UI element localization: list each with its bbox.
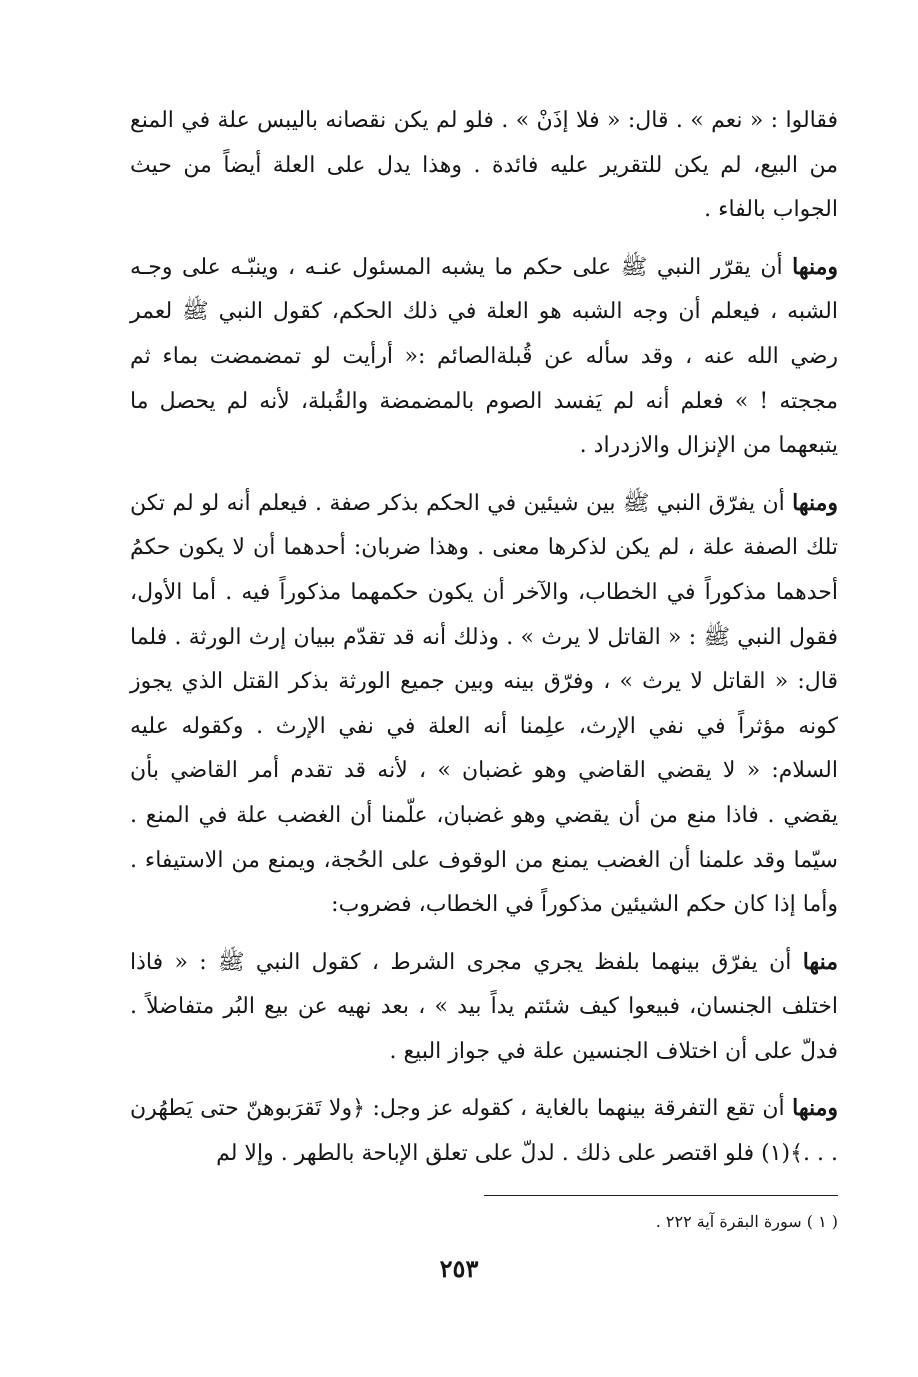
paragraph-4 bbox=[130, 940, 838, 1075]
footnote-divider bbox=[484, 1195, 838, 1196]
paragraph-lead-word: ومنها bbox=[792, 489, 838, 516]
paragraph-text: أن يفرّق النبي ﷺ بين شيئين في الحكم بذكر صفة . فيعلم أنه لو لم تكن تلك الصفة علة ، لم يكن لذكرها معنى . وهذا ضربان: أحدهما أن لا يكون حكمُ أحدهما مذكوراً في الخطاب، والآخر أن يكون حكمهما مذكوراً فيه . أما الأول، فقول النبي ﷺ : « القاتل لا يرث » . وذلك أنه قد تقدّم ببيان إرث الورثة . فلما قال: « القاتل لا يرث » ، وفرّق بينه وبين جميع الورثة بذكر القتل الذي يجوز كونه مؤثراً في نفي الإرث، علِمنا أنه العلة في نفي الإرث . وكقوله عليه السلام: « لا يقضي القاضي وهو غضبان » ، لأنه قد تقدم أمر القاضي بأن يقضي . فاذا منع من أن يقضي وهو غضبان، علّمنا أن الغضب علة في المنع . سيّما وقد علمنا أن الغضب يمنع من الوقوف على الحُجة، ويمنع من الاستيفاء . وأما إذا كان حكم الشيئين مذكوراً في الخطاب، فضروب: bbox=[130, 490, 838, 918]
paragraph-text: أن يقرّر النبي ﷺ على حكم ما يشبه المسئول عنـه ، وينبّـه على وجـه الشبه ، فيعلم أن وجه الشبه هو العلة في ذلك الحكم، كقول النبي ﷺ لعمر رضي الله عنه ، وقد سأله عن قُبلةالصائم :« أرأيت لو تمضمضت بماء ثم مججته ! » فعلم أنه لم يَفسد الصوم بالمضمضة والقُبلة، لأنه لم يحصل ما يتبعهما من الإنزال والازدراد . bbox=[130, 254, 838, 459]
paragraph-2 bbox=[130, 245, 838, 469]
page-number: ٢٥٣ bbox=[439, 1254, 479, 1283]
paragraph-text: أن تقع التفرقة بينهما بالغاية ، كقوله عز وجل: ﴿ولا تَقرَبوهنّ حتى يَطهُرن . . .﴾(١) فلو اقتصر على ذلك . لدلّ على تعلق الإباحة بالطهر . وإلا لم bbox=[130, 1096, 838, 1167]
paragraph-5 bbox=[130, 1086, 838, 1176]
body-text bbox=[130, 98, 838, 1177]
paragraph-3 bbox=[130, 481, 838, 928]
paragraph-lead-word: ومنها bbox=[792, 253, 838, 280]
paragraph-text: أن يفرّق بينهما بلفظ يجري مجرى الشرط ، كقول النبي ﷺ : « فاذا اختلف الجنسان، فبيعوا كيف شئتم يداً بيد » ، بعد نهيه عن بيع البُر متفاضلاً . فدلّ على أن اختلاف الجنسين علة في جواز البيع . bbox=[130, 949, 838, 1064]
paragraph-1 bbox=[130, 98, 838, 233]
paragraph-lead-word: منها bbox=[802, 948, 838, 975]
paragraph-lead-word: ومنها bbox=[792, 1095, 838, 1122]
paragraph-text: فقالوا : « نعم » . قال: « فلا إذَنْ » . فلو لم يكن نقصانه باليبس علة في المنع من البيع، لم يكن للتقرير عليه فائدة . وهذا يدل على العلة أيضاً من حيث الجواب بالفاء . bbox=[130, 108, 838, 223]
footnote: ( ١ ) سورة البقرة آية ٢٢٢ . bbox=[655, 1212, 838, 1231]
